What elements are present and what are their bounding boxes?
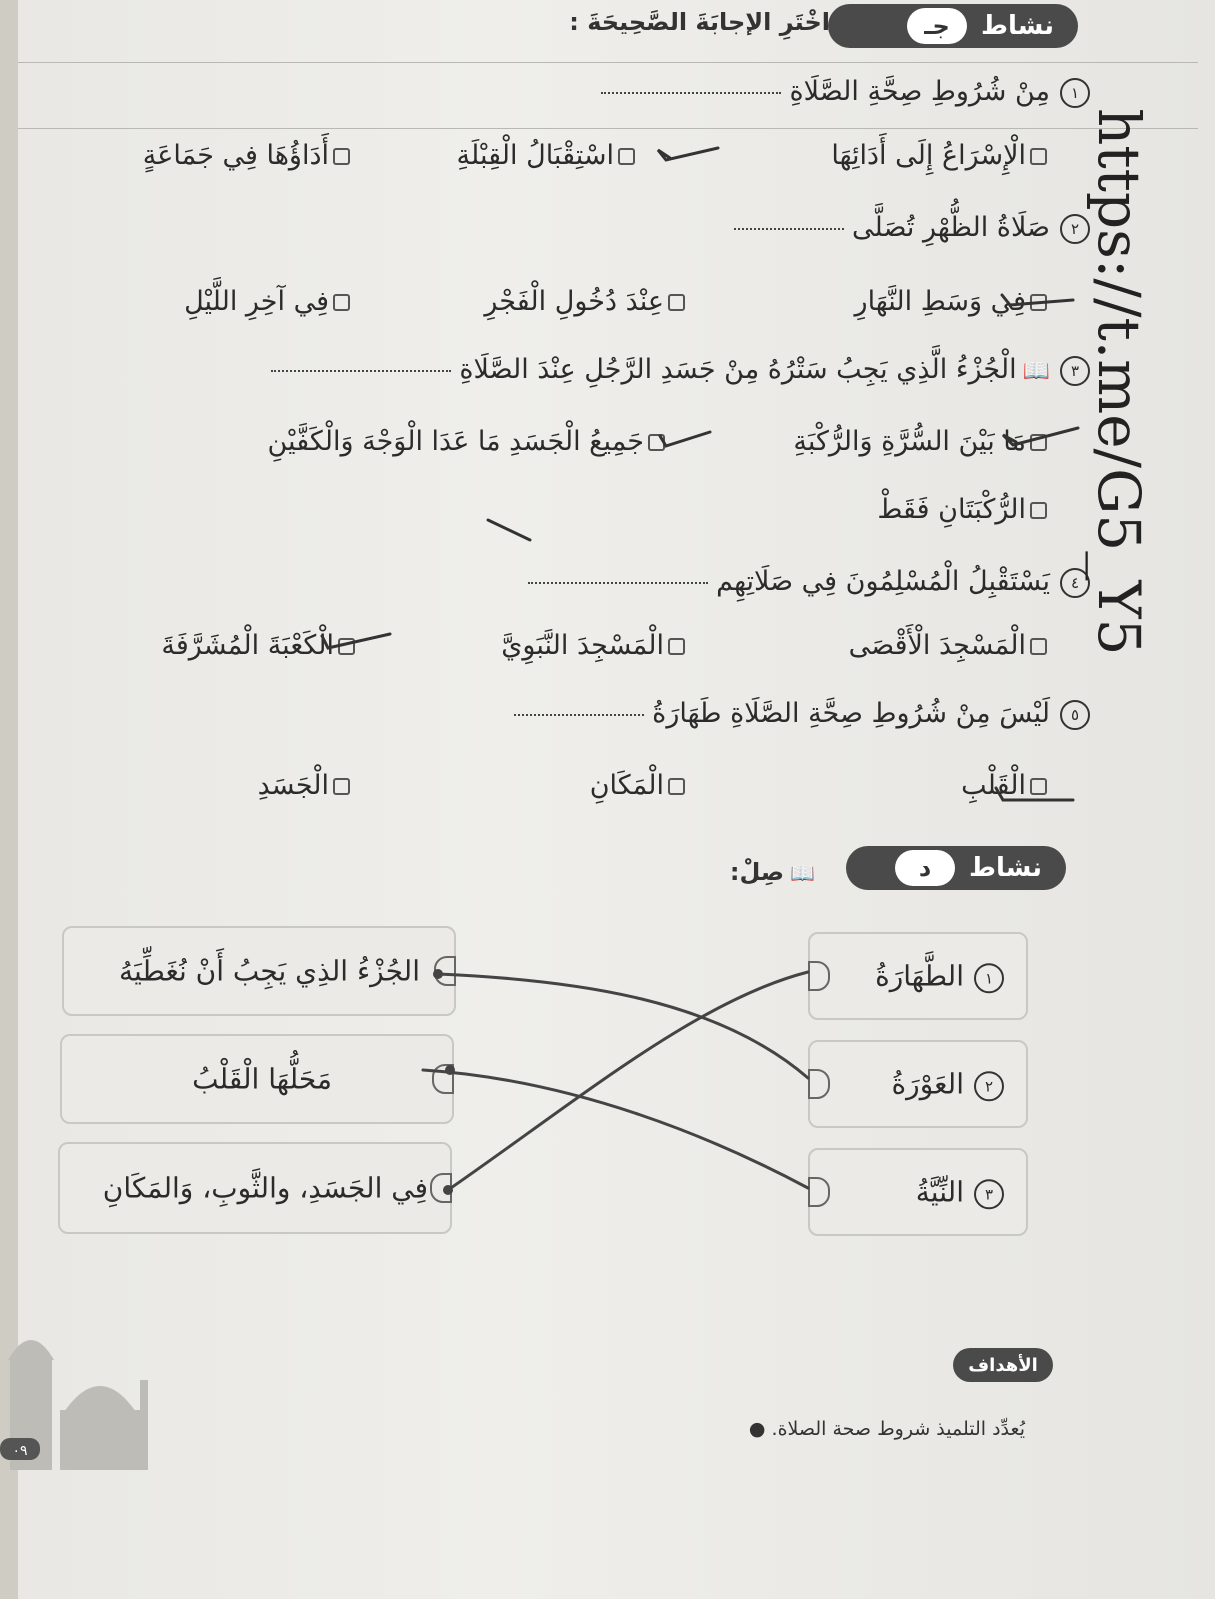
- option-label: الْمَسْجِدَ الْأَقْصَى: [848, 630, 1026, 661]
- activity-c-instruction: اخْتَرِ الإجابَةَ الصَّحِيحَةَ :: [569, 8, 830, 36]
- option-label: اسْتِقْبَالُ الْقِبْلَةِ: [456, 140, 614, 171]
- pen-dot: [433, 969, 443, 979]
- activity-letter: جـ: [907, 8, 967, 44]
- pen-stroke: [488, 520, 530, 540]
- match-line: [448, 972, 808, 1190]
- book-icon: 📖: [790, 861, 815, 885]
- activity-d-badge: [846, 846, 1066, 890]
- question-number: ٤: [1060, 568, 1090, 598]
- matching-lines: [18, 900, 1215, 1260]
- option-label: الْإِسْرَاعُ إِلَى أَدَائِهَا: [831, 140, 1026, 171]
- option-label: مَا بَيْنَ السُّرَّةِ وَالرُّكْبَةِ: [793, 426, 1026, 457]
- pen-dot: [445, 1065, 455, 1075]
- option-label: الْجَسَدِ: [257, 770, 329, 801]
- activity-word: نشاط: [981, 11, 1054, 41]
- option-label: فِي آخِرِ اللَّيْلِ: [184, 286, 329, 317]
- question-number: ٥: [1060, 700, 1090, 730]
- goal-sentence: يُعدِّد التلميذ شروط صحة الصلاة.: [771, 1418, 1025, 1440]
- option-label: جَمِيعُ الْجَسَدِ مَا عَدَا الْوَجْهَ وَالْكَفَّيْنِ: [267, 426, 644, 457]
- option-label: أَدَاؤُهَا فِي جَمَاعَةٍ: [142, 140, 329, 171]
- mosque-illustration: [0, 1300, 170, 1470]
- item-text: الطَّهَارَةُ: [875, 959, 964, 993]
- check-mark: [658, 148, 718, 160]
- question-text: صَلَاةُ الظُّهْرِ تُصَلَّى: [852, 212, 1050, 243]
- mosque-body: [60, 1410, 140, 1470]
- question-number: ٢: [1060, 214, 1090, 244]
- goals-badge: الأهداف: [953, 1348, 1053, 1382]
- match-text: مَحَلُّهَا الْقَلْبُ: [192, 1062, 332, 1096]
- match-text: فِي الجَسَدِ، والثَّوبِ، وَالمَكَانِ: [102, 1171, 428, 1205]
- question-number: ١: [1060, 78, 1090, 108]
- dome: [8, 1340, 54, 1360]
- check-mark: [660, 432, 710, 446]
- match-text: الجُزْءُ الذِي يَجِبُ أَنْ نُغَطِّيَهُ: [119, 954, 420, 988]
- option-label: الْمَسْجِدَ النَّبَوِيَّ: [501, 630, 664, 661]
- match-line: [423, 1070, 808, 1188]
- bullet-icon: ●: [748, 1418, 766, 1440]
- instruction-text: صِلْ:: [729, 858, 785, 886]
- page-number: ٠٩: [12, 1443, 28, 1459]
- item-text: النِّيَّةُ: [915, 1175, 964, 1209]
- pen-dot: [443, 1185, 453, 1195]
- url-watermark: https://t.me/G5_Y5: [1085, 108, 1153, 656]
- question-text: لَيْسَ مِنْ شُرُوطِ صِحَّةِ الصَّلَاةِ طَهَارَةُ: [652, 698, 1050, 729]
- question-text: مِنْ شُرُوطِ صِحَّةِ الصَّلَاةِ: [789, 76, 1050, 107]
- activity-d-instruction: [730, 858, 815, 886]
- option-label: فِي وَسَطِ النَّهَارِ: [854, 286, 1026, 317]
- activity-word: نشاط: [969, 853, 1042, 883]
- question-text: الْجُزْءُ الَّذِي يَجِبُ سَتْرُهُ مِنْ جَسَدِ الرَّجُلِ عِنْدَ الصَّلَاةِ: [459, 354, 1017, 385]
- item-number: ٣: [974, 1179, 1004, 1209]
- item-text: العَوْرَةُ: [891, 1067, 964, 1101]
- dome: [64, 1386, 136, 1412]
- check-mark: [322, 634, 390, 648]
- option-label: عِنْدَ دُخُولِ الْفَجْرِ: [484, 286, 664, 317]
- option-label: الْمَكَانِ: [589, 770, 664, 801]
- item-number: ١: [974, 963, 1004, 993]
- item-number: ٢: [974, 1071, 1004, 1101]
- option-label: الْكَعْبَةَ الْمُشَرَّفَةَ: [161, 630, 334, 661]
- question-number: ٣: [1060, 356, 1090, 386]
- handwritten-checkmarks: [18, 0, 1215, 820]
- question-text: يَسْتَقْبِلُ الْمُسْلِمُونَ فِي صَلَاتِهِم: [716, 566, 1050, 597]
- book-icon: 📖: [1022, 359, 1050, 384]
- goal-text: [749, 1418, 1025, 1440]
- worksheet-page: [12, 0, 1215, 1599]
- option-label: الْقَلْبِ: [961, 770, 1026, 801]
- match-line: [438, 974, 808, 1078]
- minaret: [140, 1380, 148, 1470]
- activity-letter: د: [895, 850, 955, 886]
- check-mark: [1003, 428, 1078, 445]
- option-label: الرُّكْبَتَانِ فَقَطْ: [877, 494, 1026, 525]
- check-mark: [1002, 295, 1073, 305]
- check-mark: [996, 788, 1073, 800]
